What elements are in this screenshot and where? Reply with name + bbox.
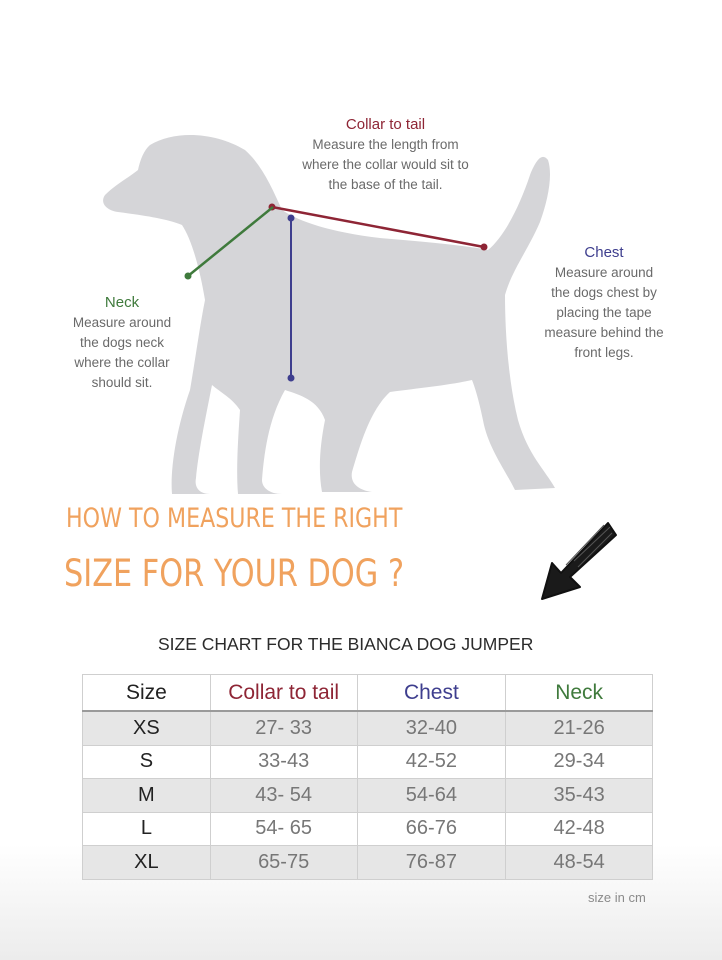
neck-desc-line-2: the dogs neck: [79, 335, 165, 350]
table-row: [83, 745, 653, 779]
table-header-row: [83, 675, 653, 712]
header-neck: Neck: [506, 675, 653, 712]
chest-cell: 66-76: [357, 812, 506, 846]
neck-cell: 29-34: [506, 745, 653, 779]
headline-line-1: HOW TO MEASURE THE RIGHT: [66, 503, 403, 534]
table-row: [83, 779, 653, 813]
size-cell: L: [83, 812, 211, 846]
neck-desc-line-4: should sit.: [91, 375, 153, 390]
headline-line-2: SIZE FOR YOUR DOG ?: [64, 552, 405, 595]
table-row: [83, 711, 653, 745]
chest-title: Chest: [584, 244, 624, 261]
size-chart-title: SIZE CHART FOR THE BIANCA DOG JUMPER: [158, 634, 534, 654]
collar-cell: 54- 65: [210, 812, 357, 846]
collar-desc-line-3: the base of the tail.: [328, 177, 443, 192]
neck-desc-line-3: where the collar: [74, 355, 170, 370]
collar-cell: 65-75: [210, 846, 357, 880]
neck-desc-line-1: Measure around: [72, 315, 172, 330]
size-chart-table: [82, 674, 653, 880]
neck-start-dot: [185, 273, 192, 280]
size-cell: M: [83, 779, 211, 813]
hand-drawn-arrow-icon: [530, 515, 625, 610]
table-row: [83, 812, 653, 846]
chest-top-dot: [288, 215, 295, 222]
neck-cell: 48-54: [506, 846, 653, 880]
collar-desc-line-1: Measure the length from: [312, 137, 459, 152]
chest-bottom-dot: [288, 375, 295, 382]
collar-cell: 33-43: [210, 745, 357, 779]
neck-cell: 42-48: [506, 812, 653, 846]
chest-desc-line-4: measure behind the: [544, 325, 664, 340]
chest-desc-line-3: placing the tape: [556, 305, 652, 320]
chest-cell: 54-64: [357, 779, 506, 813]
chest-cell: 32-40: [357, 711, 506, 745]
chest-cell: 42-52: [357, 745, 506, 779]
collar-end-dot: [481, 244, 488, 251]
header-chest: Chest: [357, 675, 506, 712]
neck-cell: 21-26: [506, 711, 653, 745]
collar-cell: 43- 54: [210, 779, 357, 813]
header-collar-to-tail: Collar to tail: [210, 675, 357, 712]
chest-annotation: [528, 243, 680, 363]
size-cell: S: [83, 745, 211, 779]
collar-cell: 27- 33: [210, 711, 357, 745]
unit-note: size in cm: [588, 890, 646, 905]
chest-desc-line-5: front legs.: [574, 345, 634, 360]
neck-cell: 35-43: [506, 779, 653, 813]
table-row: [83, 846, 653, 880]
chest-desc-line-2: the dogs chest by: [551, 285, 657, 300]
collar-to-tail-title: Collar to tail: [345, 116, 426, 133]
collar-to-tail-annotation: [278, 115, 493, 195]
neck-title: Neck: [104, 294, 140, 311]
chest-cell: 76-87: [357, 846, 506, 880]
header-size: Size: [83, 675, 211, 712]
size-cell: XL: [83, 846, 211, 880]
collar-desc-line-2: where the collar would sit to: [302, 157, 469, 172]
neck-annotation: [56, 293, 188, 393]
chest-desc-line-1: Measure around: [554, 265, 654, 280]
size-cell: XS: [83, 711, 211, 745]
